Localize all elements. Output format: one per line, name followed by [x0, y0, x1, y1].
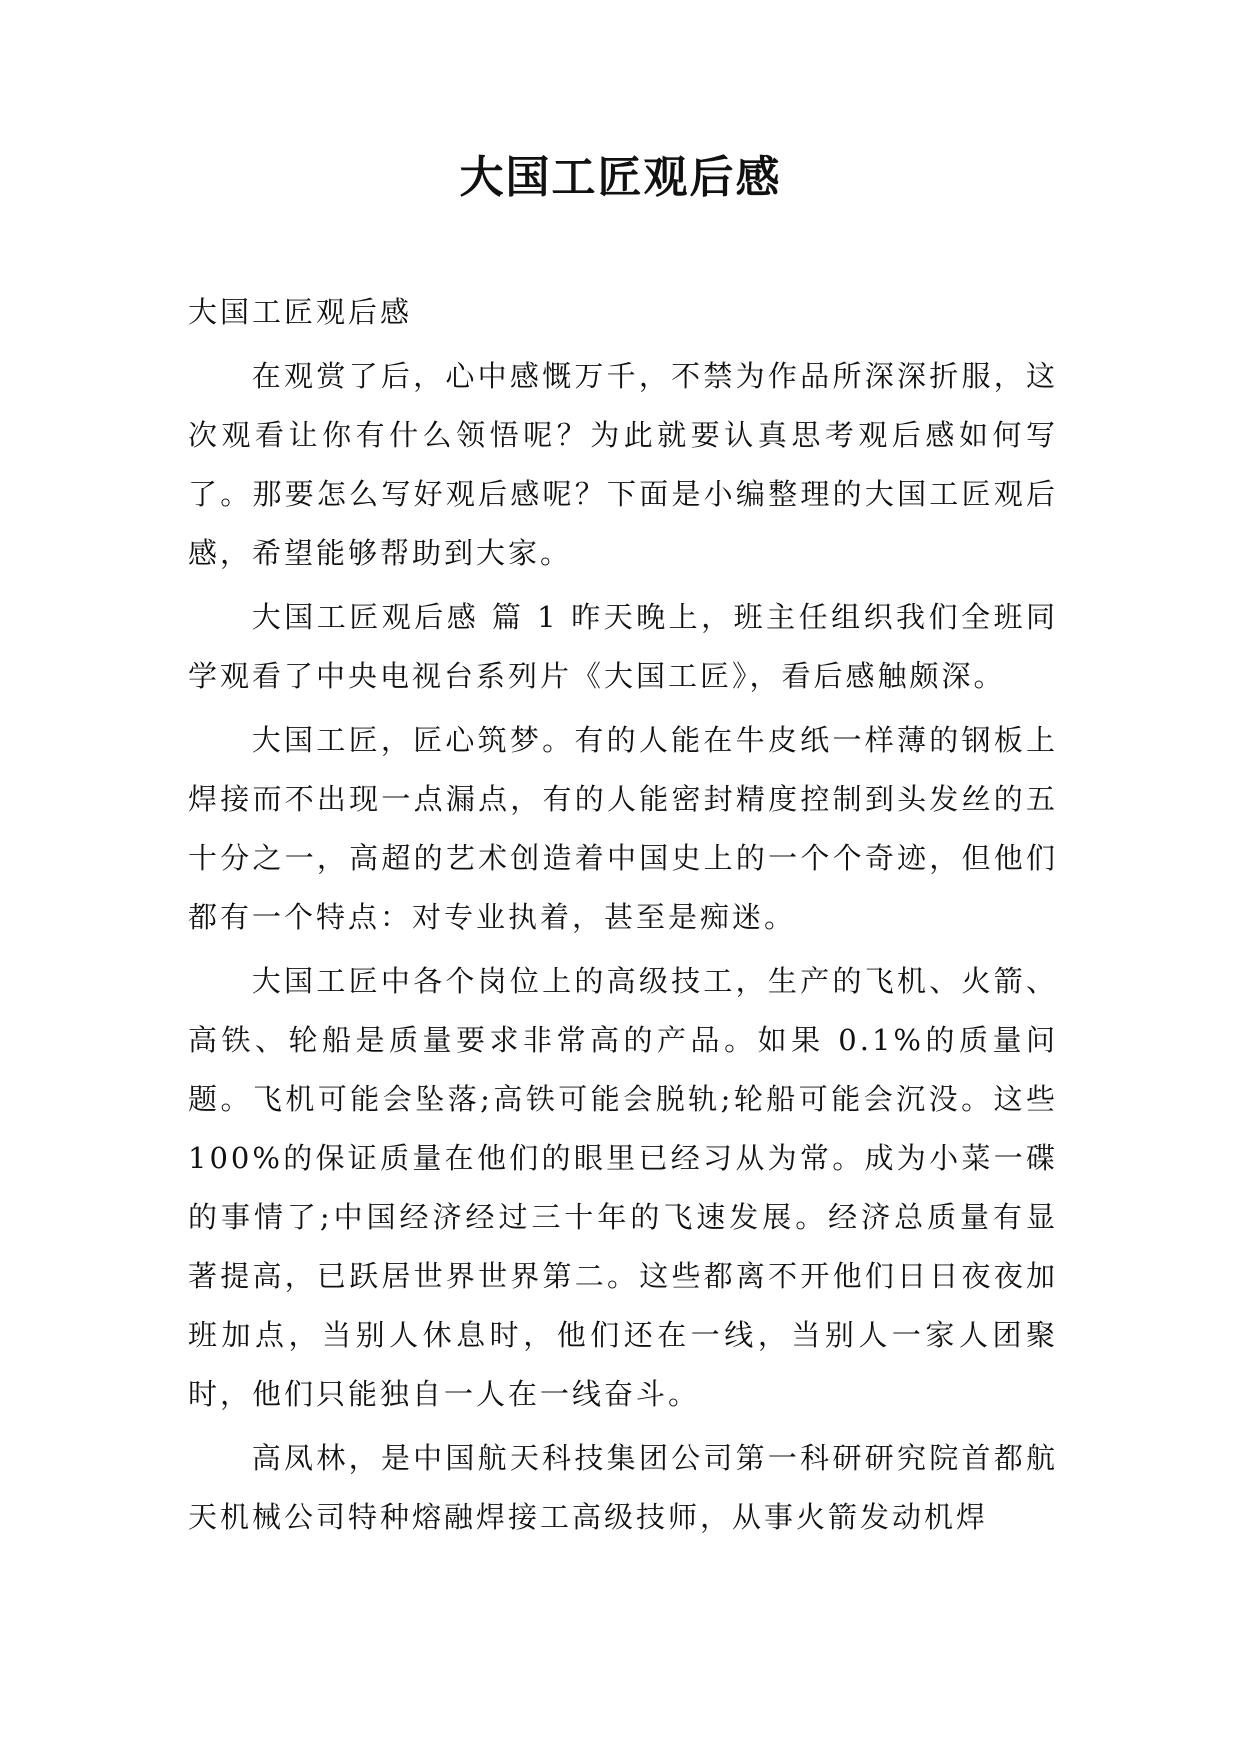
paragraph-gao-fenglin: 高凤林，是中国航天科技集团公司第一科研研究院首都航天机械公司特种熔融焊接工高级技师，从事火箭发动机焊: [188, 1441, 1058, 1534]
paragraph-intro: 在观赏了后，心中感慨万千，不禁为作品所深深折服，这次观看让你有什么领悟呢？为此就要认真思考观后感如何写了。那要怎么写好观后感呢？下面是小编整理的大国工匠观后感，希望能够帮助到大家。: [188, 359, 1058, 570]
document-subtitle: 大国工匠观后感: [188, 295, 413, 329]
paragraph-part-1: 大国工匠观后感 篇 1 昨天晚上，班主任组织我们全班同学观看了中央电视台系列片《大国工匠》，看后感触颇深。: [188, 600, 1058, 693]
document-body: [188, 283, 1058, 1552]
paragraph-quality: 大国工匠中各个岗位上的高级技工，生产的飞机、火箭、高铁、轮船是质量要求非常高的产品。如果 0.1%的质量问题。飞机可能会坠落;高铁可能会脱轨;轮船可能会沉没。这些100%的保证质量在他们的眼里已经习从为常。成为小菜一碟的事情了;中国经济经过三十年的飞速发展。经济总质量有显著提高，已跃居世界世界第二。这些都离不开他们日日夜夜加班加点，当别人休息时，他们还在一线，当别人一家人团聚时，他们只能独自一人在一线奋斗。: [188, 964, 1058, 1411]
paragraph-craftsmanship: 大国工匠，匠心筑梦。有的人能在牛皮纸一样薄的钢板上焊接而不出现一点漏点，有的人能密封精度控制到头发丝的五十分之一，高超的艺术创造着中国史上的一个个奇迹，但他们都有一个特点：对专业执着，甚至是痴迷。: [188, 723, 1058, 934]
document-title: 大国工匠观后感: [459, 152, 782, 203]
